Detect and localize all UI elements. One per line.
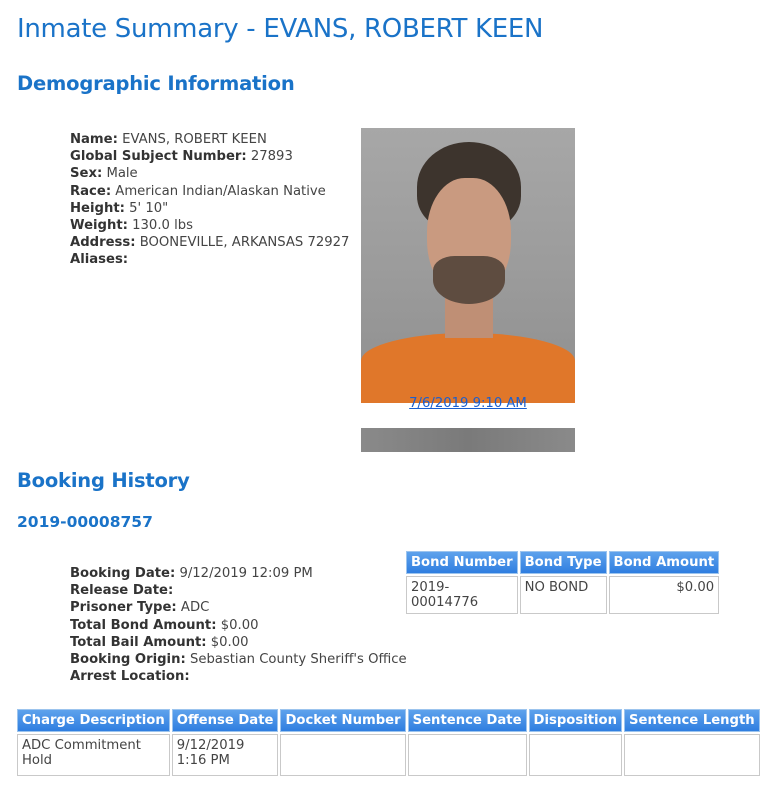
field-global-subject-number: Global Subject Number: 27893	[70, 149, 293, 165]
field-arrest-location: Arrest Location:	[70, 669, 190, 685]
docket-number-header[interactable]: Docket Number	[280, 709, 405, 732]
bond-number-header[interactable]: Bond Number	[406, 551, 518, 574]
photo-neck	[445, 298, 493, 338]
sentence-length-header[interactable]: Sentence Length	[624, 709, 760, 732]
sentence-date-header[interactable]: Sentence Date	[408, 709, 527, 732]
demographic-heading: Demographic Information	[17, 72, 295, 95]
mugshot-photo[interactable]	[361, 128, 575, 396]
second-photo-thumbnail[interactable]	[361, 428, 575, 452]
booking-history-heading: Booking History	[17, 469, 190, 492]
disposition-cell	[529, 734, 622, 776]
bond-amount-cell: $0.00	[609, 576, 720, 614]
booking-fields	[70, 565, 407, 685]
field-booking-date: Booking Date: 9/12/2019 12:09 PM	[70, 566, 313, 581]
field-sex: Sex: Male	[70, 166, 138, 182]
docket-number-cell	[280, 734, 405, 776]
offense-date-header[interactable]: Offense Date	[172, 709, 279, 732]
field-total-bond-amount: Total Bond Amount: $0.00	[70, 617, 259, 633]
field-aliases: Aliases:	[70, 252, 129, 268]
photo-shirt	[361, 333, 575, 403]
charge-description-header[interactable]: Charge Description	[17, 709, 170, 732]
charge-description-cell: ADC Commitment Hold	[17, 734, 170, 776]
bond-amount-header[interactable]: Bond Amount	[609, 551, 720, 574]
field-total-bail-amount: Total Bail Amount: $0.00	[70, 634, 249, 650]
field-address: Address: BOONEVILLE, ARKANSAS 72927	[70, 235, 350, 251]
photo-beard	[433, 256, 505, 304]
booking-number: 2019-00008757	[17, 513, 153, 531]
field-name: Name: EVANS, ROBERT KEEN	[70, 132, 267, 147]
bond-table-header-row	[406, 551, 719, 574]
sentence-length-cell	[624, 734, 760, 776]
field-release-date: Release Date:	[70, 583, 174, 599]
sentence-date-cell	[408, 734, 527, 776]
charge-table-header-row	[17, 709, 760, 732]
field-height: Height: 5' 10"	[70, 200, 169, 216]
page-title: Inmate Summary - EVANS, ROBERT KEEN	[17, 14, 544, 44]
field-weight: Weight: 130.0 lbs	[70, 218, 194, 234]
demographic-fields	[70, 131, 349, 269]
charge-table	[15, 707, 762, 778]
field-booking-origin: Booking Origin: Sebastian County Sheriff's Office	[70, 652, 407, 668]
bond-number-cell: 2019-00014776	[406, 576, 518, 614]
bond-table	[404, 549, 721, 616]
table-row	[17, 734, 760, 776]
bond-type-cell: NO BOND	[520, 576, 607, 614]
disposition-header[interactable]: Disposition	[529, 709, 622, 732]
table-row	[406, 576, 719, 614]
offense-date-cell: 9/12/2019 1:16 PM	[172, 734, 279, 776]
bond-type-header[interactable]: Bond Type	[520, 551, 607, 574]
field-race: Race: American Indian/Alaskan Native	[70, 183, 326, 199]
photo-date-link[interactable]: 7/6/2019 9:10 AM	[409, 396, 527, 411]
field-prisoner-type: Prisoner Type: ADC	[70, 600, 210, 616]
